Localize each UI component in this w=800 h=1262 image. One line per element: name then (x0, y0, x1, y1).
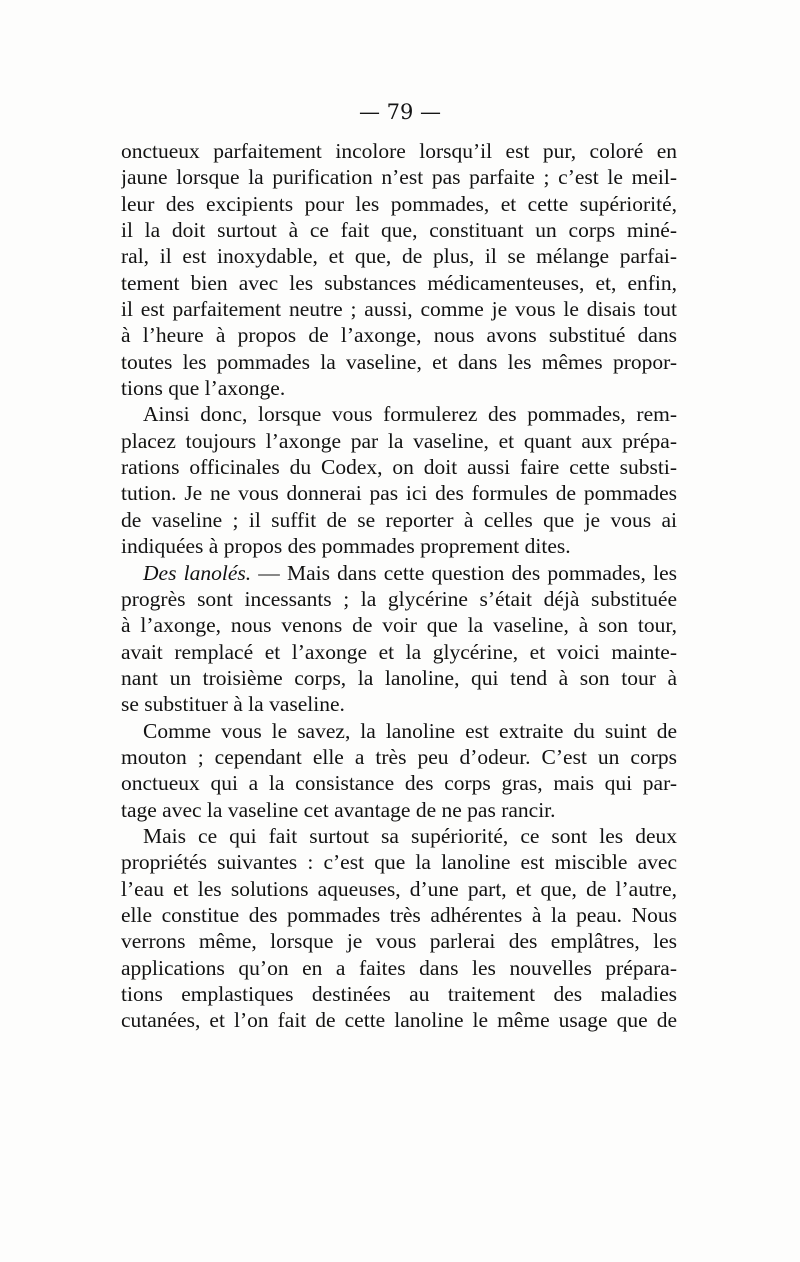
text-line: applications qu’on en a faites dans les nouvelles prépara- (121, 955, 677, 980)
text-line: tions que l’axonge. (121, 376, 286, 401)
text-line: leur des excipients pour les pommades, et cette supériorité, (121, 191, 677, 216)
page-number: — 79 — (358, 100, 442, 124)
text-line: — Mais dans cette question des pommades, les (258, 560, 677, 585)
text-line: rations officinales du Codex, on doit aussi faire cette substi- (121, 455, 677, 480)
text-line: jaune lorsque la purification n’est pas parfaite ; c’est le meil- (121, 165, 677, 190)
text-line: propriétés suivantes : c’est que la lanoline est miscible avec (121, 850, 677, 875)
section-first-line (121, 560, 677, 586)
text-line: verrons même, lorsque je vous parlerai des emplâtres, les (121, 929, 677, 954)
text-line: à l’heure à propos de l’axonge, nous avons substitué dans (121, 323, 677, 348)
text-line: progrès sont incessants ; la glycérine s’était déjà substituée (121, 586, 677, 611)
text-line: il est parfaitement neutre ; aussi, comme je vous le disais tout (121, 297, 677, 322)
text-line: elle constitue des pommades très adhérentes à la peau. Nous (121, 902, 677, 927)
text-line: de vaseline ; il suffit de se reporter à celles que je vous ai (121, 507, 677, 532)
text-line: avait remplacé et l’axonge et la glycérine, et voici mainte- (121, 639, 677, 664)
text-line: toutes les pommades la vaseline, et dans les mêmes propor- (121, 349, 677, 374)
text-line: mouton ; cependant elle a très peu d’odeur. C’est un corps (121, 744, 677, 769)
text-line: l’eau et les solutions aqueuses, d’une part, et que, de l’autre, (121, 876, 677, 901)
text-line: Ainsi donc, lorsque vous formulerez des pommades, rem- (143, 402, 677, 427)
text-line: nant un troisième corps, la lanoline, qui tend à son tour à (121, 665, 677, 690)
text-line: à l’axonge, nous venons de voir que la vaseline, à son tour, (121, 613, 677, 638)
text-line: onctueux parfaitement incolore lorsqu’il est pur, coloré en (121, 139, 677, 163)
text-line: tions emplastiques destinées au traitement des maladies (121, 982, 677, 1006)
text-line: Mais ce qui fait surtout sa supériorité, ce sont les deux (143, 823, 677, 848)
text-line: il la doit surtout à ce fait que, constituant un corps miné- (121, 218, 677, 243)
text-line: onctueux qui a la consistance des corps gras, mais qui par- (121, 771, 677, 796)
text-line: tution. Je ne vous donnerai pas ici des formules de pommades (121, 481, 677, 506)
text-line: ral, il est inoxydable, et que, de plus, il se mélange parfai- (121, 244, 677, 269)
text-line: indiquées à propos des pommades proprement dites. (121, 534, 571, 559)
section-heading: Des lanolés. (143, 560, 252, 585)
text-line: cutanées, et l’on fait de cette lanoline le même usage que de (121, 1008, 677, 1033)
text-line: placez toujours l’axonge par la vaseline, et quant aux prépa- (121, 428, 677, 453)
body-text (121, 138, 677, 1034)
text-line: tage avec la vaseline cet avantage de ne pas rancir. (121, 797, 556, 822)
text-line: Comme vous le savez, la lanoline est extraite du suint de (143, 718, 677, 743)
text-line: se substituer à la vaseline. (121, 692, 345, 717)
text-line: tement bien avec les substances médicamenteuses, et, enfin, (121, 270, 677, 295)
